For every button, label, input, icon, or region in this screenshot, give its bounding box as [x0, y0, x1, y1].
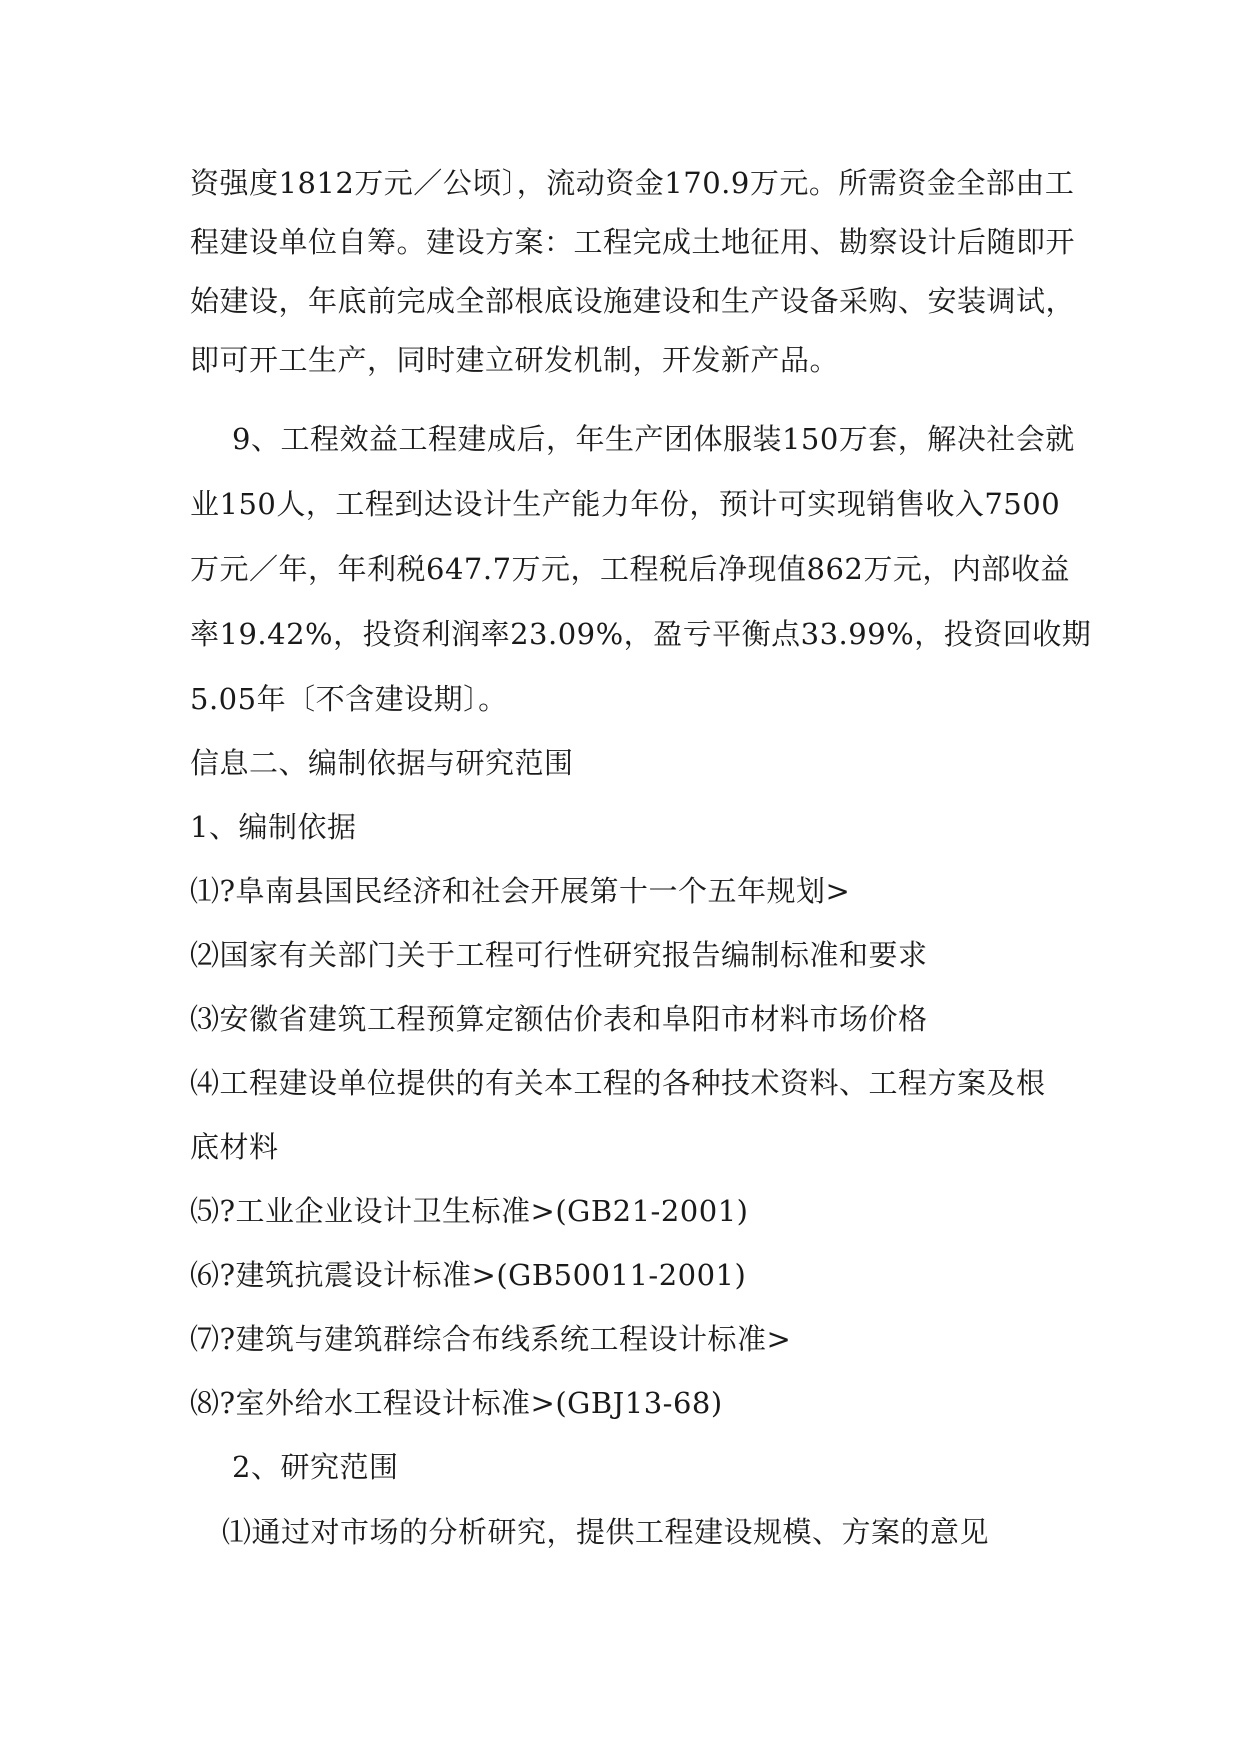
paragraph-line: 9、工程效益工程建成后，年生产团体服装150万套，解决社会就: [232, 422, 1075, 456]
list-item: ⑴通过对市场的分析研究，提供工程建设规模、方案的意见: [222, 1515, 990, 1549]
paragraph-line: 业150人，工程到达设计生产能力年份，预计可实现销售收入7500: [190, 487, 1061, 521]
list-item: ⑻?室外给水工程设计标准>(GBJ13-68): [190, 1386, 723, 1420]
list-item: ⑴?阜南县国民经济和社会开展第十一个五年规划>: [190, 874, 851, 908]
list-item: ⑹?建筑抗震设计标准>(GB50011-2001): [190, 1258, 747, 1292]
subsection-heading: 2、研究范围: [232, 1450, 399, 1484]
paragraph-line: 即可开工生产，同时建立研发机制，开发新产品。: [190, 343, 840, 377]
paragraph-line: 程建设单位自筹。建设方案：工程完成土地征用、勘察设计后随即开: [190, 225, 1076, 259]
list-item: ⑷工程建设单位提供的有关本工程的各种技术资料、工程方案及根: [190, 1066, 1046, 1100]
paragraph-line: 万元／年，年利税647.7万元，工程税后净现值862万元，内部收益: [190, 552, 1070, 586]
paragraph-line: 率19.42%，投资利润率23.09%，盈亏平衡点33.99%，投资回收期: [190, 617, 1092, 651]
section-heading: 信息二、编制依据与研究范围: [190, 746, 574, 780]
paragraph-line: 资强度1812万元／公顷〕，流动资金170.9万元。所需资金全部由工: [190, 166, 1075, 200]
list-item-continuation: 底材料: [190, 1130, 279, 1164]
paragraph-line: 始建设，年底前完成全部根底设施建设和生产设备采购、安装调试，: [190, 284, 1076, 318]
list-item: ⑶安徽省建筑工程预算定额估价表和阜阳市材料市场价格: [190, 1002, 928, 1036]
subsection-heading: 1、编制依据: [190, 810, 357, 844]
list-item: ⑸?工业企业设计卫生标准>(GB21-2001): [190, 1194, 749, 1228]
paragraph-line: 5.05年〔不含建设期〕。: [190, 682, 508, 716]
list-item: ⑵国家有关部门关于工程可行性研究报告编制标准和要求: [190, 938, 928, 972]
list-item: ⑺?建筑与建筑群综合布线系统工程设计标准>: [190, 1322, 792, 1356]
